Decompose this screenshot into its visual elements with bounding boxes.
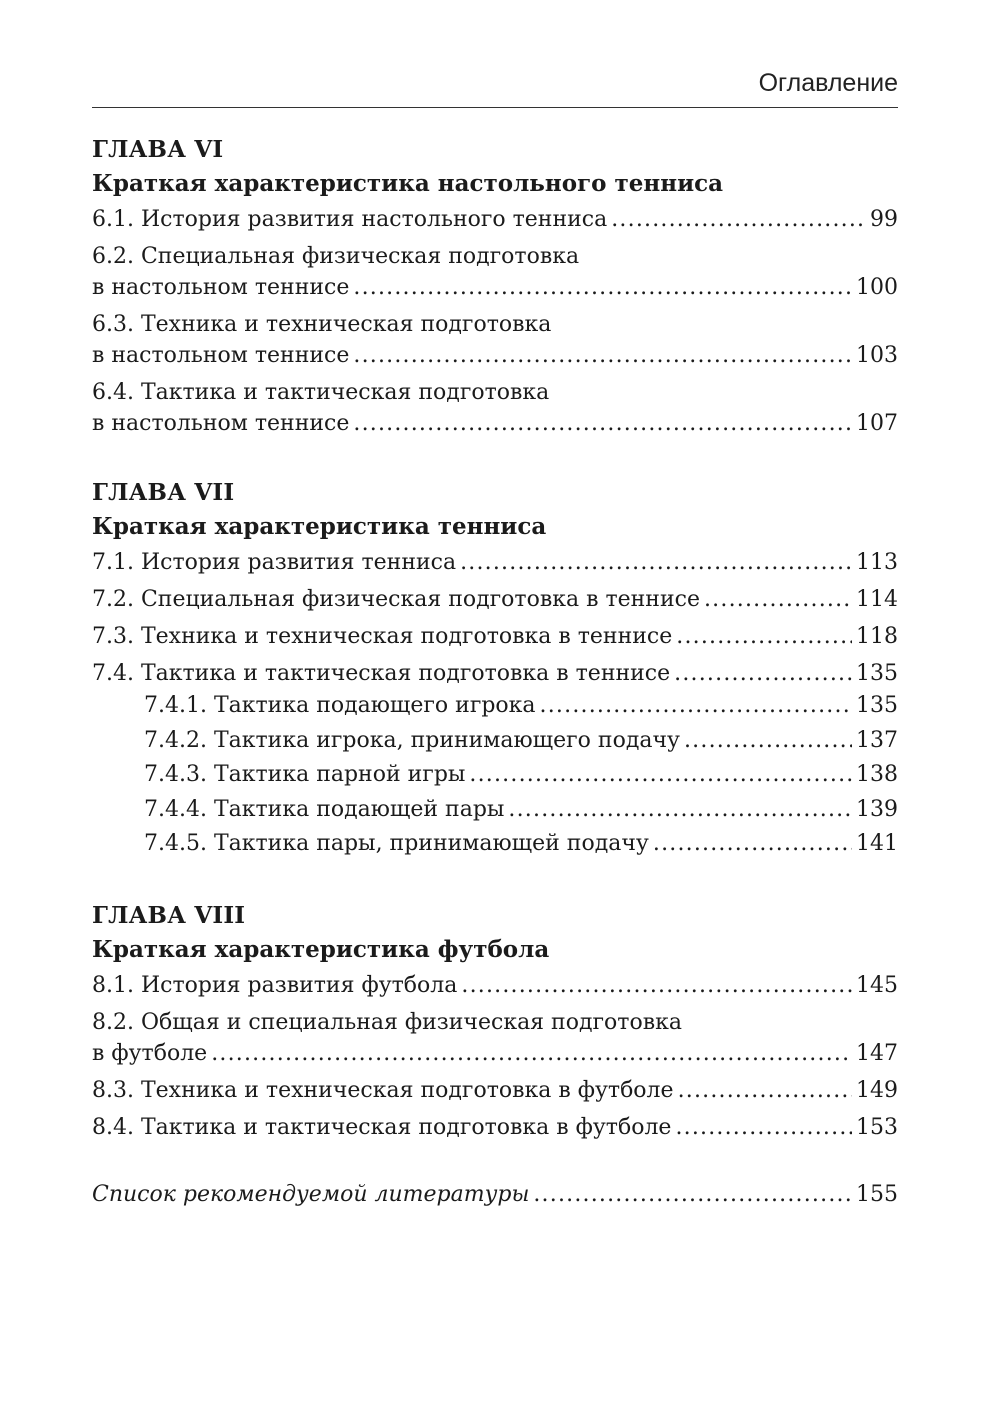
entry-text-line1: 6.3. Техника и техническая подготовка (92, 312, 552, 337)
dot-leader (676, 621, 852, 652)
page-number: 141 (856, 831, 898, 856)
entry-text: в настольном теннисе (92, 275, 350, 300)
dot-leader (469, 758, 852, 793)
entry-text: 7.4.3. Тактика парной игры (144, 762, 466, 787)
toc-subentry-7-4-1[interactable] (92, 689, 898, 724)
entry-text: в настольном теннисе (92, 411, 350, 436)
entry-text: 7.4.1. Тактика подающего игрока (144, 693, 536, 718)
page-number: 135 (856, 693, 898, 718)
dot-leader (353, 408, 852, 439)
chapter-label: ГЛАВА VIII (92, 901, 246, 929)
page-number: 147 (856, 1040, 898, 1066)
dot-leader (353, 340, 852, 371)
toc-subentry-7-4-2[interactable] (92, 724, 898, 759)
toc-entry-7-3[interactable] (92, 621, 898, 652)
page-number: 137 (856, 727, 898, 753)
page-number: 114 (856, 587, 898, 612)
entry-text-line1: 6.2. Специальная физическая подготовка (92, 244, 580, 269)
page-number: 113 (856, 550, 898, 575)
dot-leader (611, 204, 866, 235)
entry-text-line1: 8.2. Общая и специальная физическая подготовка (92, 1009, 682, 1035)
toc-entry-8-2[interactable] (92, 1007, 898, 1069)
dot-leader (211, 1038, 852, 1069)
dot-leader (704, 584, 852, 615)
page-number: 118 (856, 624, 898, 649)
page-number: 145 (856, 972, 898, 998)
entry-text: 7.4.5. Тактика пары, принимающей подачу (144, 831, 649, 856)
chapter-8 (92, 898, 898, 1143)
entry-text: 7.1. История развития тенниса (92, 550, 457, 575)
page-number: 155 (856, 1181, 898, 1207)
toc-subentry-7-4-3[interactable] (92, 758, 898, 793)
entry-text: 7.4.2. Тактика игрока, принимающего подачу (144, 727, 680, 753)
page-number: 153 (856, 1114, 898, 1140)
toc-entry-bibliography[interactable] (92, 1179, 898, 1210)
entry-text: 8.1. История развития футбола (92, 972, 458, 998)
page-number: 107 (856, 411, 898, 436)
dot-leader (540, 689, 852, 724)
page-number: 139 (856, 796, 898, 822)
entry-text-line1: 6.4. Тактика и тактическая подготовка (92, 380, 550, 405)
toc-entry-7-4[interactable] (92, 658, 898, 689)
dot-leader (675, 1112, 852, 1143)
dot-leader (508, 793, 852, 828)
toc-entry-6-1[interactable] (92, 204, 898, 235)
chapter-7 (92, 475, 898, 862)
chapter-6 (92, 132, 898, 439)
entry-text: в настольном теннисе (92, 343, 350, 368)
toc-entry-8-4[interactable] (92, 1112, 898, 1143)
toc-entry-8-1[interactable] (92, 970, 898, 1001)
chapter-title: Краткая характеристика тенниса (92, 513, 547, 540)
toc-subentry-7-4-4[interactable] (92, 793, 898, 828)
entry-text: 8.3. Техника и техническая подготовка в футболе (92, 1077, 674, 1103)
page-number: 99 (870, 207, 898, 232)
dot-leader (678, 1075, 852, 1106)
chapter-label: ГЛАВА VII (92, 479, 235, 506)
page-number: 135 (856, 661, 898, 686)
toc-entry-7-2[interactable] (92, 584, 898, 615)
chapter-title: Краткая характеристика настольного тенниса (92, 170, 724, 197)
dot-leader (653, 827, 852, 862)
chapter-title: Краткая характеристика футбола (92, 935, 550, 963)
page-number: 149 (856, 1077, 898, 1103)
entry-text: 6.1. История развития настольного тенниса (92, 207, 608, 232)
toc-entry-8-3[interactable] (92, 1075, 898, 1106)
dot-leader (353, 272, 852, 303)
entry-text: 8.4. Тактика и тактическая подготовка в футболе (92, 1114, 672, 1140)
dot-leader (674, 658, 852, 689)
entry-text: в футболе (92, 1040, 208, 1066)
table-of-contents (92, 132, 898, 1216)
entry-text: 7.3. Техника и техническая подготовка в теннисе (92, 624, 673, 649)
entry-text: 7.2. Специальная физическая подготовка в теннисе (92, 587, 700, 612)
page-number: 138 (856, 762, 898, 787)
dot-leader (684, 724, 852, 759)
entry-text: 7.4.4. Тактика подающей пары (144, 796, 505, 822)
dot-leader (461, 970, 852, 1001)
entry-text: 7.4. Тактика и тактическая подготовка в теннисе (92, 661, 671, 686)
chapter-label: ГЛАВА VI (92, 136, 224, 163)
running-header: Оглавление (758, 69, 898, 97)
toc-entry-6-4[interactable] (92, 377, 898, 439)
toc-entry-6-2[interactable] (92, 241, 898, 303)
toc-subentry-7-4-5[interactable] (92, 827, 898, 862)
dot-leader (460, 547, 852, 578)
toc-entry-6-3[interactable] (92, 309, 898, 371)
page-number: 100 (856, 275, 898, 300)
header-rule (92, 107, 898, 108)
dot-leader (533, 1179, 852, 1210)
page-number: 103 (856, 343, 898, 368)
entry-text: Список рекомендуемой литературы (92, 1181, 530, 1207)
toc-entry-7-1[interactable] (92, 547, 898, 578)
